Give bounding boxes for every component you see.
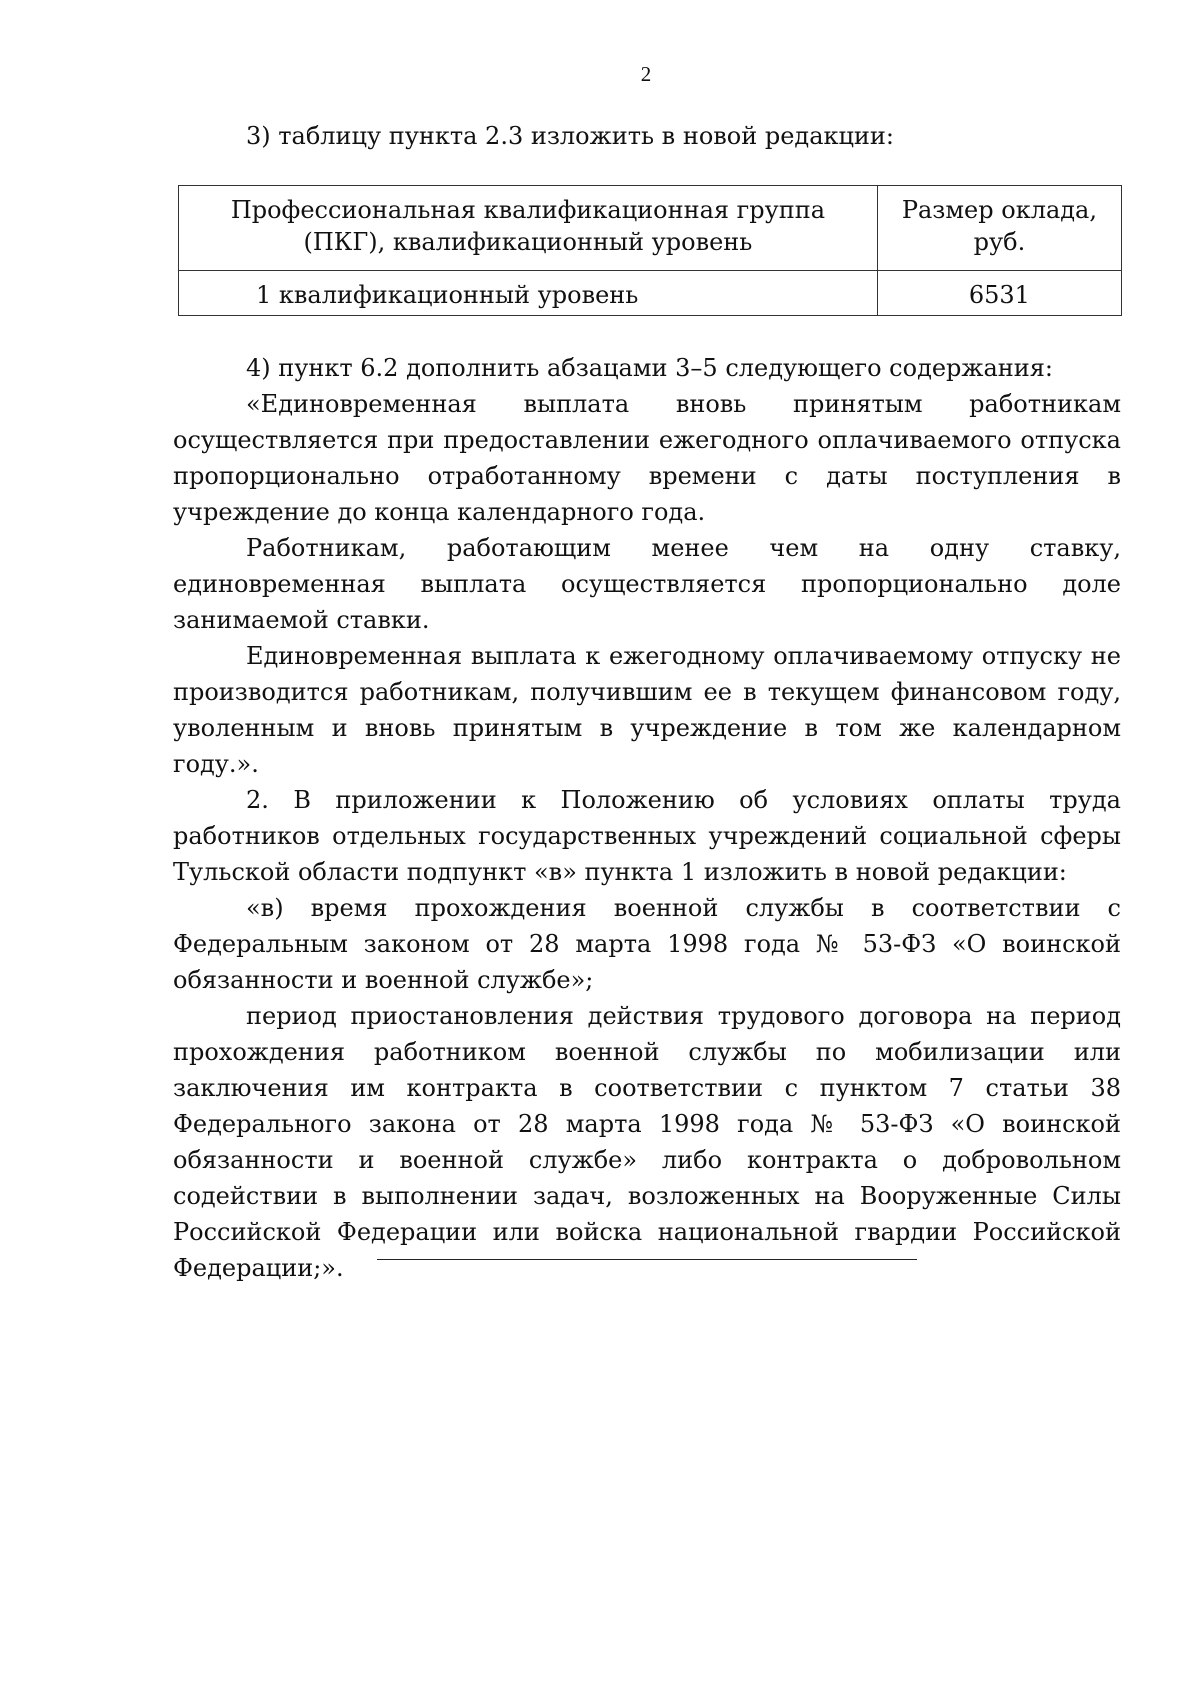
paragraph-suspension-period: период приостановления действия трудового договора на период прохождения работником военной службы по мобилизации или заключения им контракта в соответствии с пунктом 7 статьи 38 Федерального закона от 28 марта 1998 года № 53-ФЗ «О воинской обязанности и военной службе» либо контракта о добровольном содействии в выполнении задач, возложенных на Вооруженные Силы Российской Федерации или войска национальной гвардии Российской Федерации;». — [173, 1002, 1121, 1282]
paragraph-one-time-payment: «Единовременная выплата вновь принятым работникам осуществляется при предоставлении ежегодного оплачиваемого отпуска пропорционально отработанному времени с даты поступления в учреждение до конца календарного года. — [173, 390, 1121, 526]
paragraph-subitem-v: «в) время прохождения военной службы в соответствии с Федеральным законом от 28 марта 1998 года № 53-ФЗ «О воинской обязанности и военной службе»; — [173, 894, 1121, 994]
level-cell: 1 квалификационный уровень — [179, 271, 878, 316]
document-body — [173, 118, 1121, 1286]
salary-cell: 6531 — [877, 271, 1121, 316]
header-salary-cell: Размер оклада, руб. — [877, 186, 1121, 271]
end-divider-line — [377, 1259, 917, 1260]
paragraph-section-2: 2. В приложении к Положению об условиях оплаты труда работников отдельных государственных учреждений социальной сферы Тульской области подпункт «в» пункта 1 изложить в новой редакции: — [173, 786, 1121, 886]
paragraph-part-time: Работникам, работающим менее чем на одну ставку, единовременная выплата осуществляется пропорционально доле занимаемой ставки. — [173, 534, 1121, 634]
item-3-title: 3) таблицу пункта 2.3 изложить в новой редакции: — [246, 122, 895, 150]
paragraph-item-4: 4) пункт 6.2 дополнить абзацами 3–5 следующего содержания: — [246, 354, 1054, 382]
salary-table — [178, 185, 1122, 316]
header-group-cell: Профессиональная квалификационная группа (ПКГ), квалификационный уровень — [179, 186, 878, 271]
table-row — [179, 271, 1122, 316]
page-number: 2 — [640, 62, 652, 86]
paragraph-not-paid: Единовременная выплата к ежегодному оплачиваемому отпуску не производится работникам, получившим ее в текущем финансовом году, уволенным и вновь принятым в учреждение в том же календарном году.». — [173, 642, 1121, 778]
table-header-row — [179, 186, 1122, 271]
